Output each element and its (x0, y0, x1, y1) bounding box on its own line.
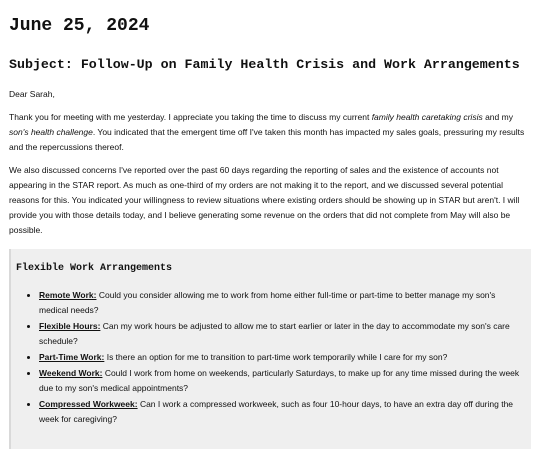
paragraph-1 (9, 102, 531, 155)
list-item-remote-work (39, 288, 531, 318)
paragraph-1-part-a: Thank you for meeting with me yesterday. I appreciate you taking the time to discuss my current (9, 112, 372, 122)
flexible-work-section (9, 249, 531, 449)
item-text: Can I work a compressed workweek, such as four 10-hour days, to have an extra day off during the week for caregiving? (39, 399, 514, 424)
paragraph-2: We also discussed concerns I've reported over the past 60 days regarding the reporting of sales and the existence of accounts not appearing in the STAR report. As much as one-third of my orders are not making it to the report, and we discussed several potential reasons for this. You indicated your willingness to review situations where existing orders should be showing up in STAR but aren't. I will provide you with those details today, and I believe generating some revenue on the orders that did not complete from May will also be possible. (9, 165, 520, 235)
item-text: Is there an option for me to transition to part-time work temporarily while I care for my son? (104, 352, 448, 362)
item-title: Flexible Hours: (39, 321, 101, 331)
item-title: Weekend Work: (39, 368, 103, 378)
letter-date: June 25, 2024 (9, 16, 150, 36)
letter-subject: Subject: Follow-Up on Family Health Crisis and Work Arrangements (9, 57, 520, 72)
section-title: Flexible Work Arrangements (16, 263, 173, 274)
list-item-part-time-work (39, 350, 531, 365)
item-text: Can my work hours be adjusted to allow me to start earlier or later in the day to accommodate my son's care schedule? (39, 321, 510, 346)
list-item-weekend-work (39, 366, 531, 396)
emphasis-son-health: son's health challenge (9, 127, 93, 137)
item-text: Could you consider allowing me to work from home either full-time or part-time to better manage my son's medical needs? (39, 290, 496, 315)
item-title: Compressed Workweek: (39, 399, 138, 409)
paragraph-1-part-c: . You indicated that the emergent time off I've taken this month has impacted my sales goals, pressuring my results and the repercussions thereof. (9, 127, 525, 152)
letter-body (9, 74, 531, 238)
emphasis-family-crisis: family health caretaking crisis (371, 112, 483, 122)
arrangement-list (16, 288, 531, 427)
item-text: Could I work from home on weekends, particularly Saturdays, to make up for any time missed during the week due to my son's medical appointments? (39, 368, 520, 393)
list-item-flexible-hours (39, 319, 531, 349)
item-title: Remote Work: (39, 290, 97, 300)
paragraph-1-part-b: and my (482, 112, 513, 122)
list-item-compressed-workweek (39, 397, 531, 427)
item-title: Part-Time Work: (39, 352, 105, 362)
greeting: Dear Sarah, (9, 89, 55, 99)
